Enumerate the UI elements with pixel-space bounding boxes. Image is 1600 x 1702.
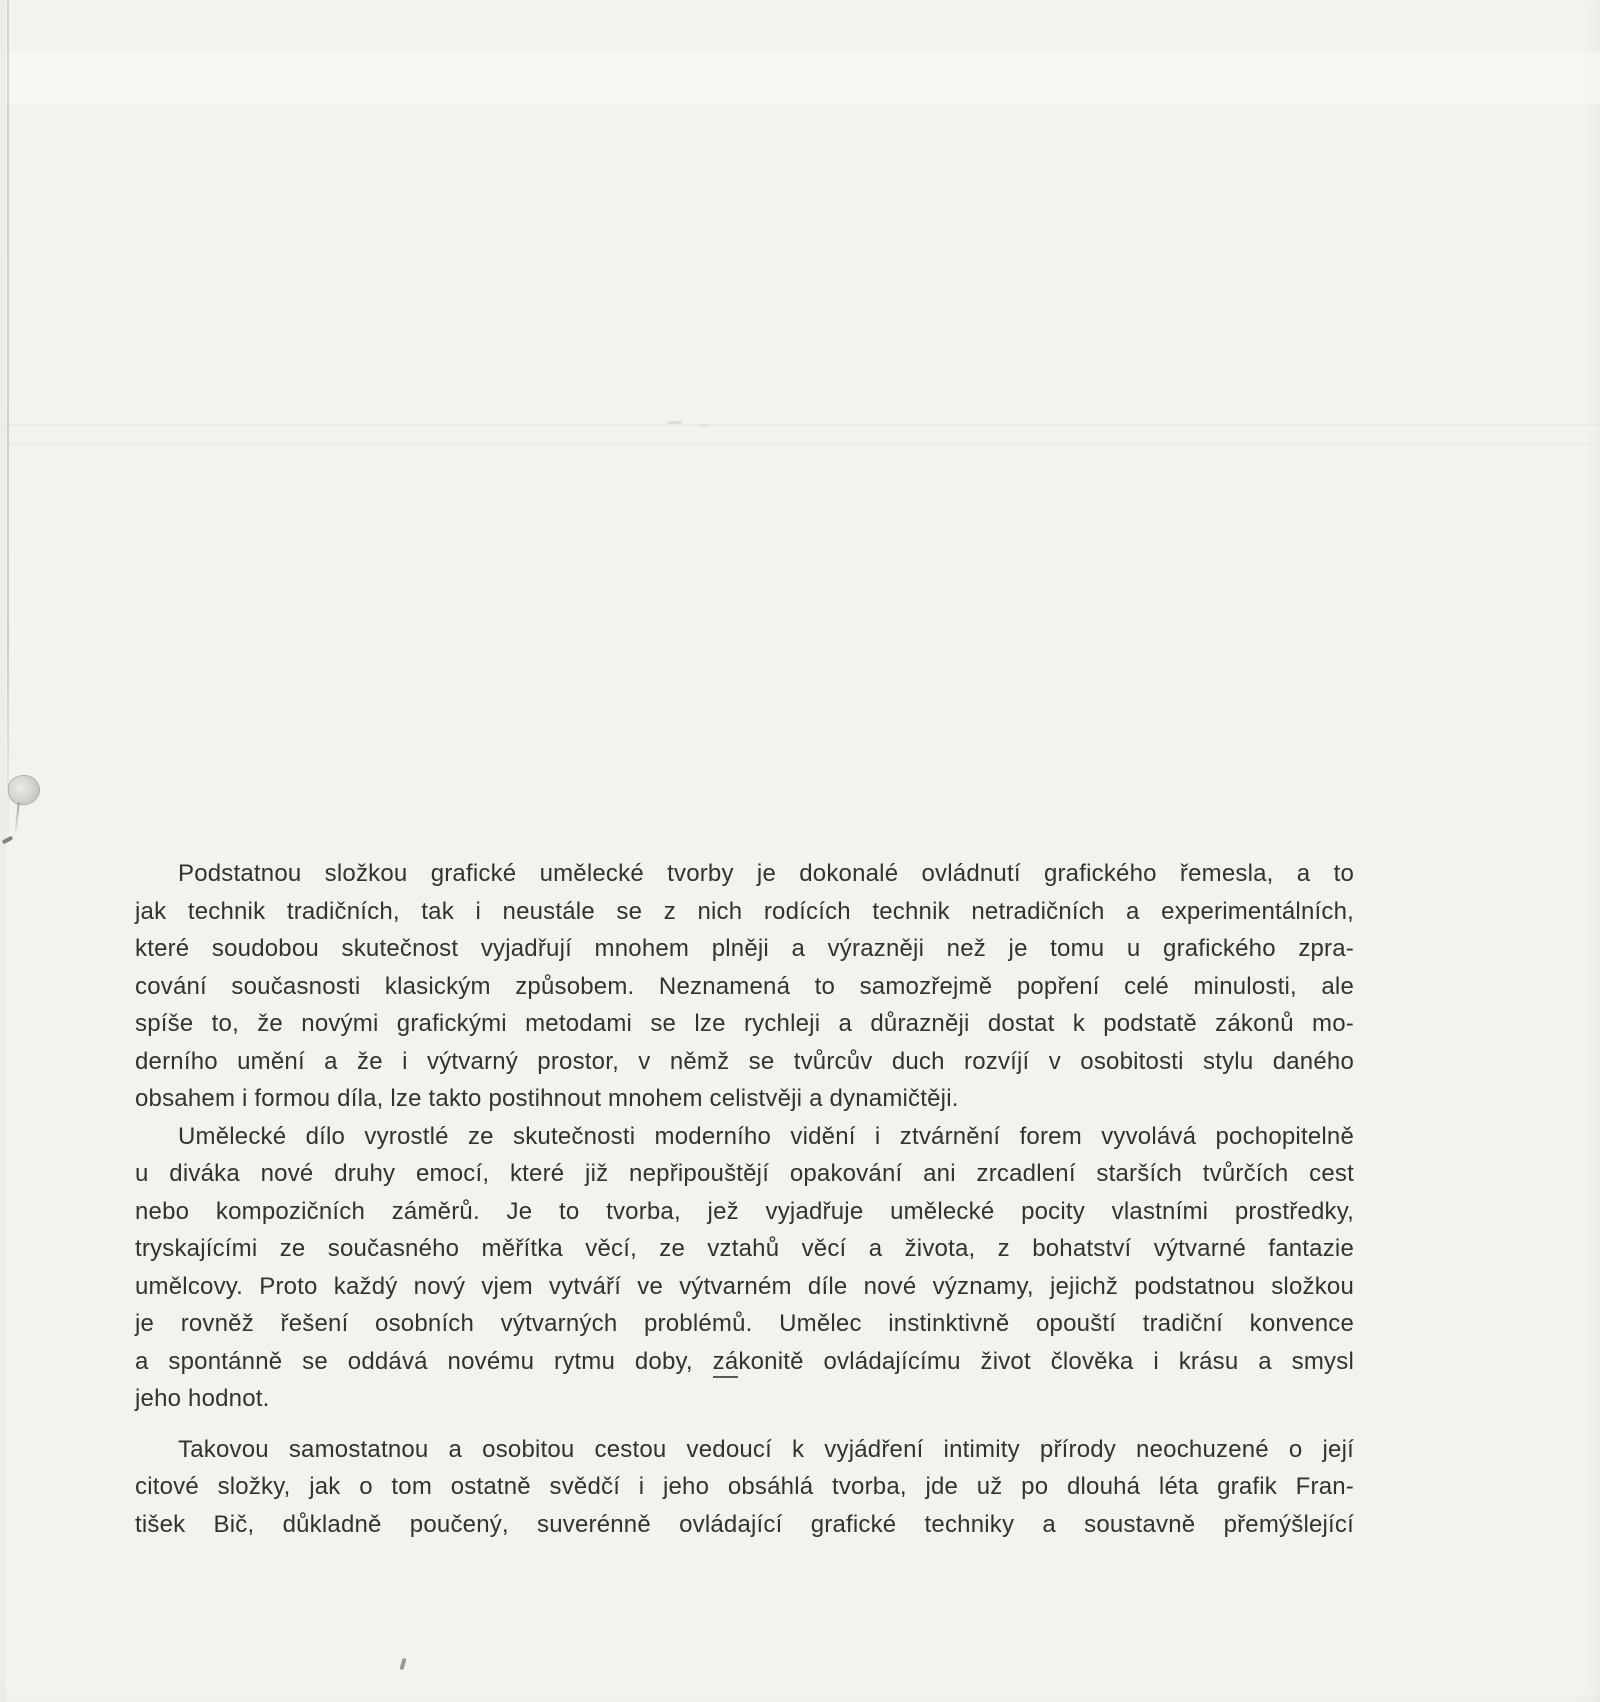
scan-streak <box>0 424 1600 426</box>
text-line: obsahem i formou díla, lze takto postihnout mnohem celistvěji a dynamičtěji. <box>135 1085 959 1112</box>
binding-thread-artifact <box>7 0 9 868</box>
paragraph-3 <box>135 1431 1354 1544</box>
text-line: Umělecké dílo vyrostlé ze skutečnosti moderního vidění i ztvárnění forem vyvolává pochopitelně <box>178 1122 1354 1150</box>
text-line: derního umění a že i výtvarný prostor, v němž se tvůrcův duch rozvíjí v osobitosti stylu daného <box>135 1047 1354 1075</box>
paragraph-2 <box>135 1118 1354 1418</box>
paragraph-1 <box>135 855 1354 1118</box>
binding-knot-artifact <box>6 773 41 807</box>
scan-mark <box>668 421 682 424</box>
paper-tone-band <box>0 52 1600 104</box>
text-line: jak technik tradičních, tak i neustále se z nich rodících technik netradičních a experimentálních, <box>135 897 1354 925</box>
text-line <box>135 1343 1354 1381</box>
text-line: citové složky, jak o tom ostatně svědčí i jeho obsáhlá tvorba, jde už po dlouhá léta grafik Fran- <box>135 1473 1354 1500</box>
body-text <box>135 855 1354 1543</box>
text-line: Takovou samostatnou a osobitou cestou vedoucí k vyjádření intimity přírody neochuzené o její <box>178 1435 1354 1463</box>
text-segment: konitě ovládajícímu život člověka i krásu a smysl <box>738 1347 1354 1375</box>
binding-thread-artifact <box>14 802 20 836</box>
text-line: u diváka nové druhy emocí, které již nepřipouštějí opakování ani zrcadlení starších tvůrčích cest <box>135 1160 1354 1187</box>
text-line: tišek Bič, důkladně poučený, suverénně ovládající grafické techniky a soustavně přemýšlející <box>135 1510 1354 1538</box>
text-line: jeho hodnot. <box>135 1385 270 1412</box>
scan-mark <box>700 424 709 427</box>
scan-streak <box>0 443 1600 445</box>
text-line: umělcovy. Proto každý nový vjem vytváří ve výtvarném díle nové významy, jejichž podstatnou složkou <box>135 1272 1354 1300</box>
page-edge <box>0 0 6 1702</box>
scan-speck <box>399 1658 406 1671</box>
text-line: je rovněž řešení osobních výtvarných problémů. Umělec instinktivně opouští tradiční konvence <box>135 1310 1354 1337</box>
text-line: nebo kompozičních záměrů. Je to tvorba, jež vyjadřuje umělecké pocity vlastními prostředky, <box>135 1197 1354 1225</box>
text-line: Podstatnou složkou grafické umělecké tvorby je dokonalé ovládnutí grafického řemesla, a to <box>178 860 1354 887</box>
text-line: které soudobou skutečnost vyjadřují mnohem plněji a výrazněji než je tomu u grafického zpra- <box>135 935 1354 962</box>
text-line: tryskajícími ze současného měřítka věcí, ze vztahů věcí a života, z bohatství výtvarné fantazie <box>135 1235 1354 1262</box>
underlined-text: zá <box>713 1348 739 1378</box>
text-segment: a spontánně se oddává novému rytmu doby, <box>135 1347 713 1375</box>
text-line: cování současnosti klasickým způsobem. Neznamená to samozřejmě popření celé minulosti, ale <box>135 972 1354 1000</box>
text-line: spíše to, že novými grafickými metodami se lze rychleji a důrazněji dostat k podstatě zákonů mo- <box>135 1010 1354 1037</box>
